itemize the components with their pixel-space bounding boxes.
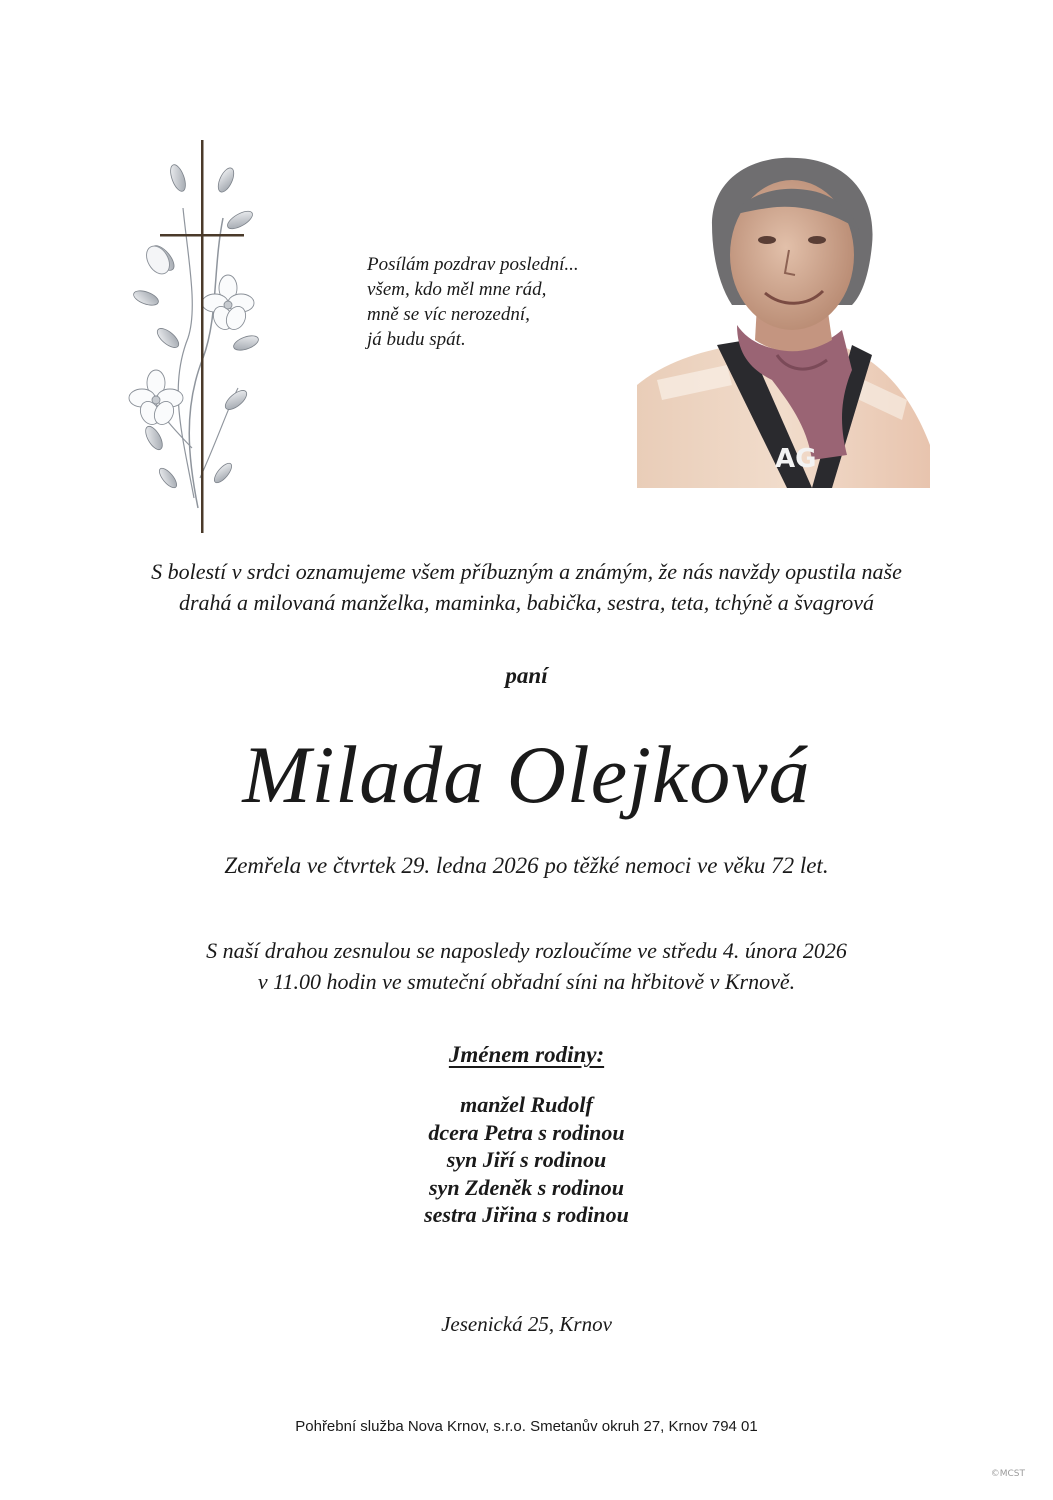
poem-line: Posílám pozdrav poslední... <box>367 254 579 275</box>
poem-line: já budu spát. <box>367 329 466 350</box>
ceremony-info <box>0 935 1053 997</box>
portrait-photo <box>637 155 932 488</box>
svg-text:AG: AG <box>775 444 817 474</box>
deceased-name: Milada Olejková <box>242 729 811 820</box>
watermark: ©MCST <box>990 1469 1025 1479</box>
poem-line: mně se víc nerozední, <box>367 304 530 325</box>
address: Jesenická 25, Krnov <box>441 1312 612 1336</box>
family-member: syn Zdeněk s rodinou <box>429 1174 624 1200</box>
announcement-line: drahá a milovaná manželka, maminka, babička, sestra, teta, tchýně a švagrová <box>178 590 875 615</box>
family-heading-text: Jménem rodiny: <box>448 1042 605 1067</box>
family-member: dcera Petra s rodinou <box>428 1119 625 1145</box>
poem-line: všem, kdo měl mne rád, <box>367 279 547 300</box>
ceremony-line: v 11.00 hodin ve smuteční obřadní síni na hřbitově v Krnově. <box>257 969 796 994</box>
ceremony-line: S naší drahou zesnulou se naposledy rozloučíme ve středu 4. února 2026 <box>206 938 847 963</box>
family-member: sestra Jiřina s rodinou <box>424 1202 629 1227</box>
honorific: paní <box>505 663 548 688</box>
family-member: syn Jiří s rodinou <box>446 1147 607 1172</box>
family-heading <box>0 1042 1053 1068</box>
poem <box>367 252 579 352</box>
family-member: manžel Rudolf <box>460 1092 593 1117</box>
announcement <box>0 556 1053 618</box>
funeral-service-footer: Pohřební služba Nova Krnov, s.r.o. Smetanův okruh 27, Krnov 794 01 <box>295 1418 758 1435</box>
cross-ornament-icon <box>128 138 268 538</box>
announcement-line: S bolestí v srdci oznamujeme všem příbuzným a známým, že nás navždy opustila naše <box>151 559 902 584</box>
family-list <box>0 1091 1053 1229</box>
death-notice: Zemřela ve čtvrtek 29. ledna 2026 po těžké nemoci ve věku 72 let. <box>224 853 829 878</box>
